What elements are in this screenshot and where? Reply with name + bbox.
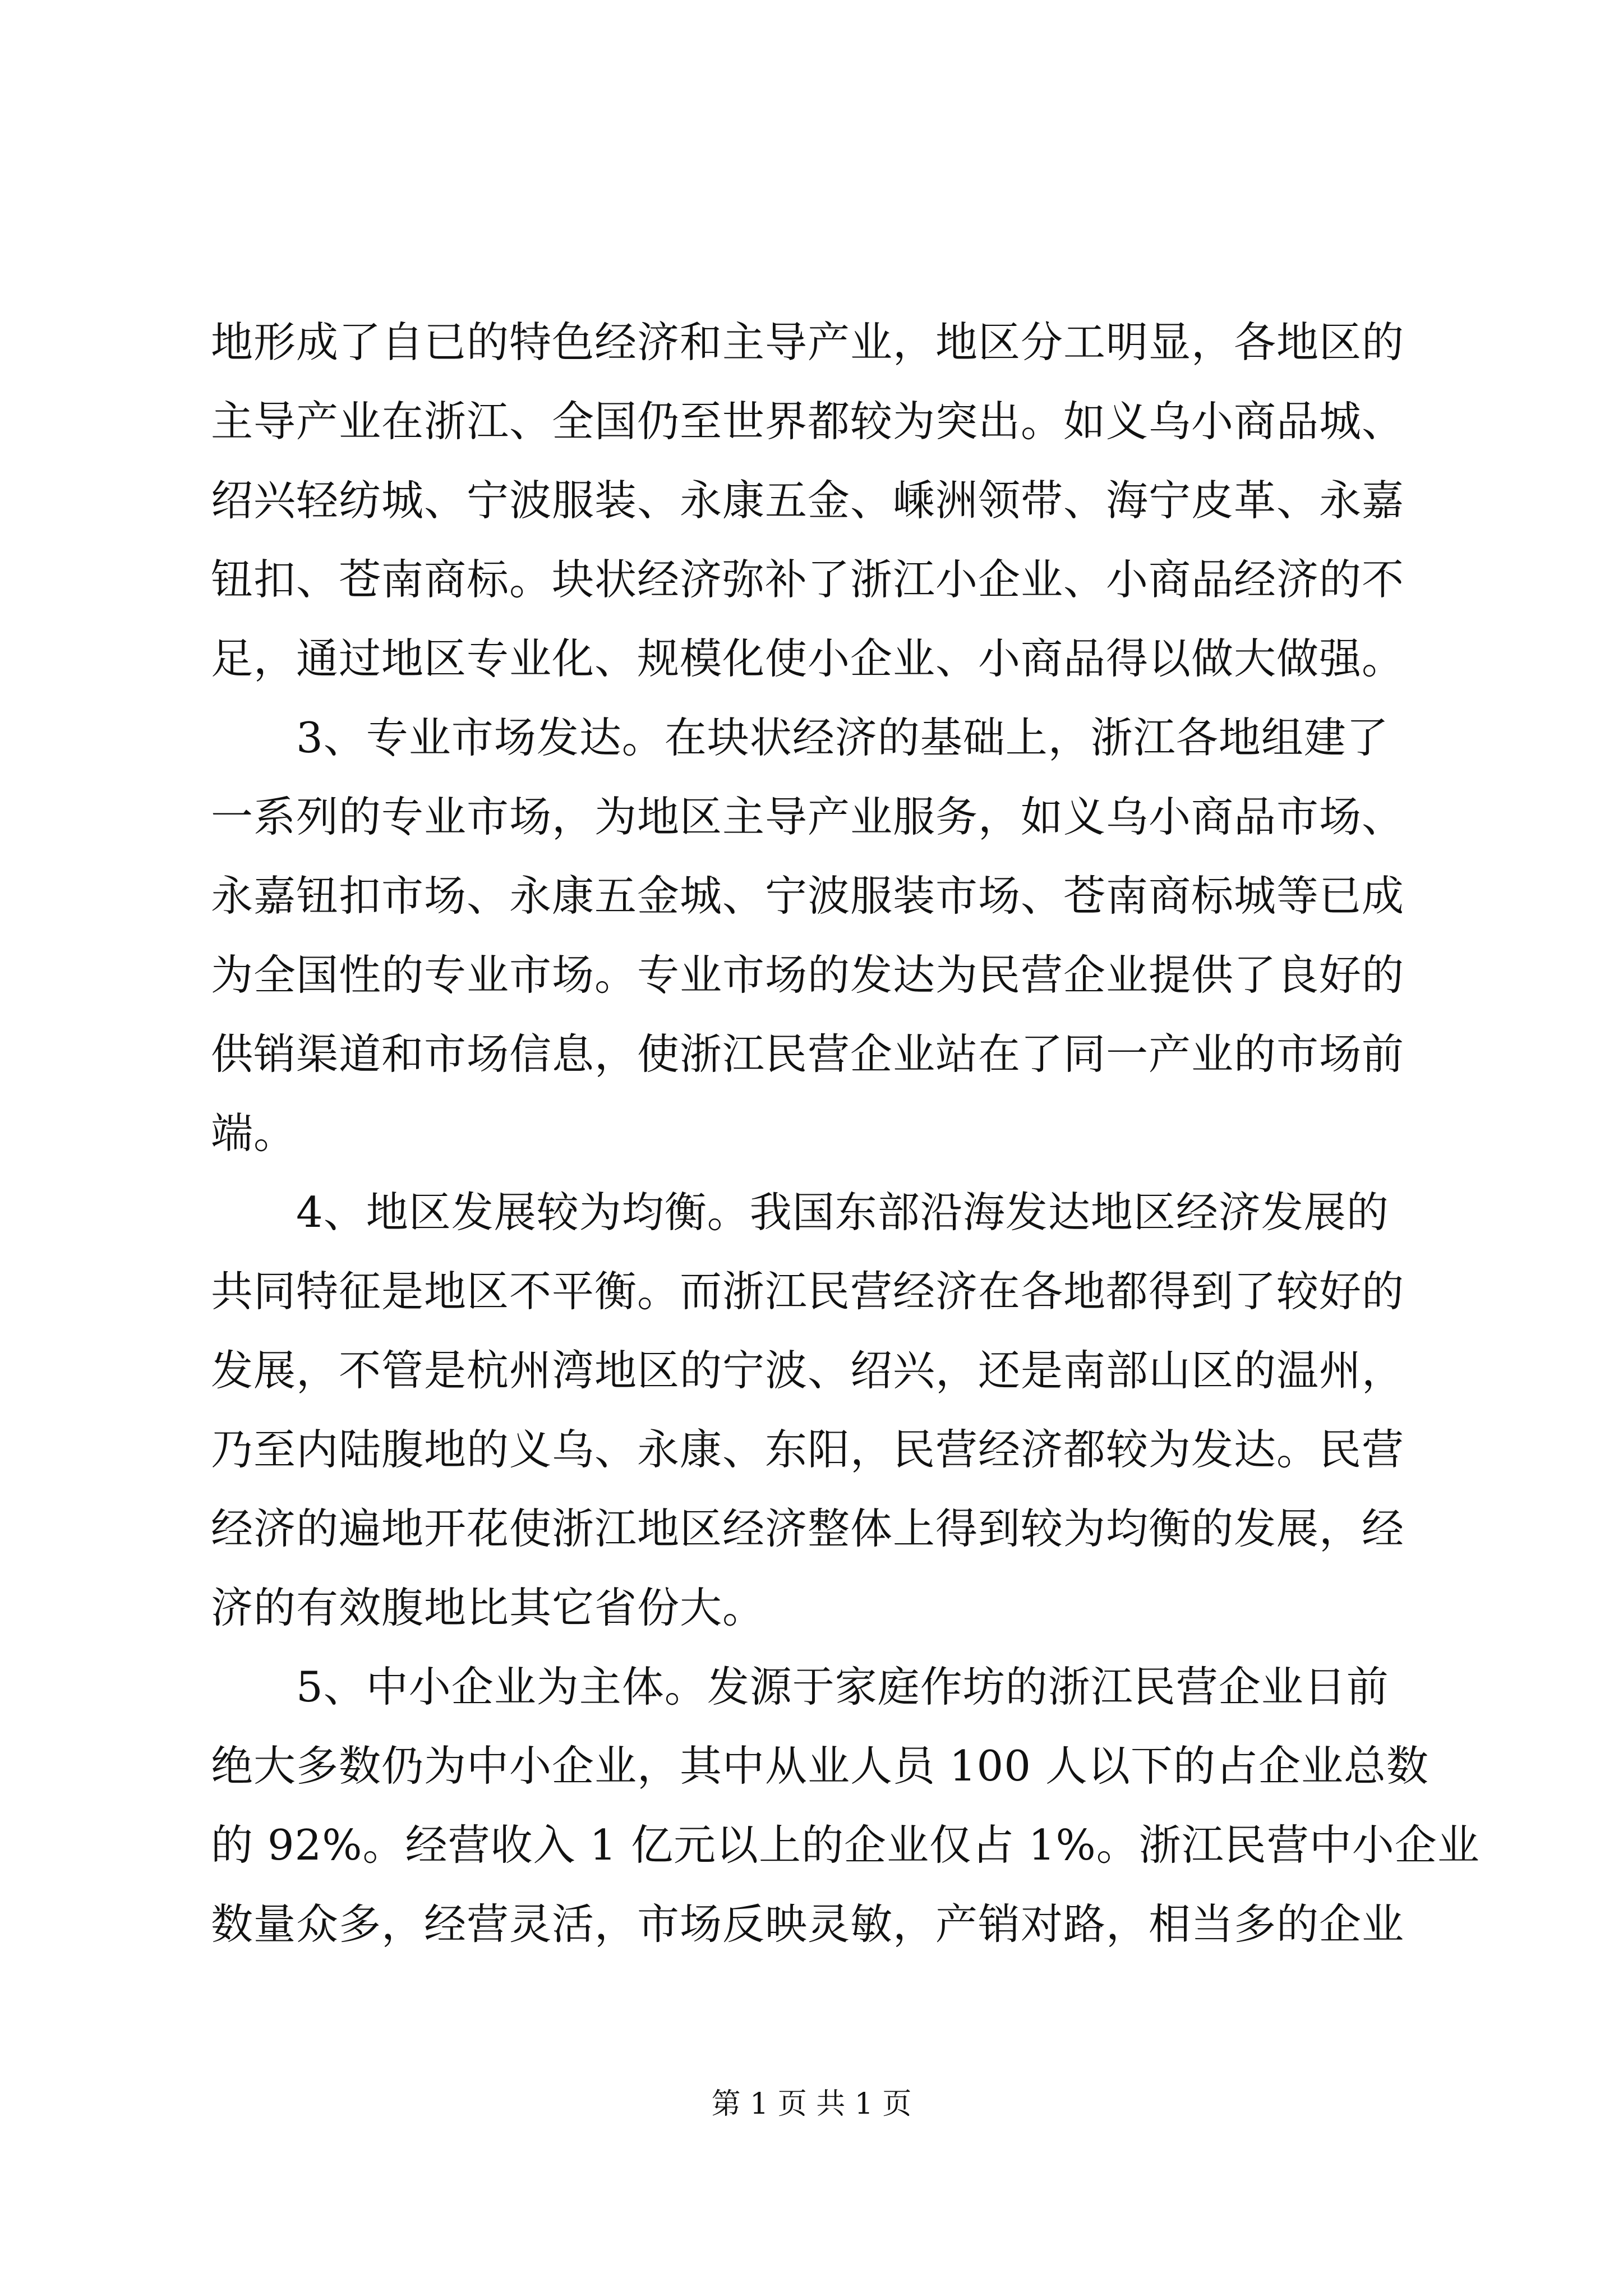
text-line: 供销渠道和市场信息，使浙江民营企业站在了同一产业的市场前 [211,1029,1405,1079]
text-line: 端。 [211,1108,297,1158]
text-line: 钮扣、苍南商标。块状经济弥补了浙江小企业、小商品经济的不 [211,555,1405,604]
document-body [211,303,1480,1964]
text-line: 的 92%。经营收入 1 亿元以上的企业仅占 1%。浙江民营中小企业 [211,1820,1480,1870]
text-line: 5、中小企业为主体。发源于家庭作坊的浙江民营企业日前 [211,1662,1389,1711]
text-line: 共同特征是地区不平衡。而浙江民营经济在各地都得到了较好的 [211,1267,1405,1316]
page-footer: 第 1 页 共 1 页 [711,2087,912,2121]
text-line: 乃至内陆腹地的义乌、永康、东阳，民营经济都较为发达。民营 [211,1425,1405,1474]
text-line: 4、地区发展较为均衡。我国东部沿海发达地区经济发展的 [211,1188,1389,1237]
text-line: 数量众多，经营灵活，市场反映灵敏，产销对路，相当多的企业 [211,1899,1405,1949]
text-line: 主导产业在浙江、全国仍至世界都较为突出。如义乌小商品城、 [211,397,1405,446]
text-line: 永嘉钮扣市场、永康五金城、宁波服装市场、苍南商标城等已成 [211,871,1405,921]
text-line: 绍兴轻纺城、宁波服装、永康五金、嵊洲领带、海宁皮革、永嘉 [211,476,1405,525]
text-line: 济的有效腹地比其它省份大。 [211,1583,766,1632]
text-line: 绝大多数仍为中小企业，其中从业人员 100 人以下的占企业总数 [211,1741,1429,1791]
text-line: 足，通过地区专业化、规模化使小企业、小商品得以做大做强。 [211,634,1405,683]
text-line: 一系列的专业市场，为地区主导产业服务，如义乌小商品市场、 [211,792,1405,841]
text-line: 经济的遍地开花使浙江地区经济整体上得到较为均衡的发展，经 [211,1504,1405,1553]
text-line: 3、专业市场发达。在块状经济的基础上，浙江各地组建了 [211,713,1389,762]
text-line: 发展，不管是杭州湾地区的宁波、绍兴，还是南部山区的温州， [211,1346,1405,1395]
text-line: 地形成了自已的特色经济和主导产业，地区分工明显，各地区的 [211,318,1405,367]
text-line: 为全国性的专业市场。专业市场的发达为民营企业提供了良好的 [211,950,1405,1000]
